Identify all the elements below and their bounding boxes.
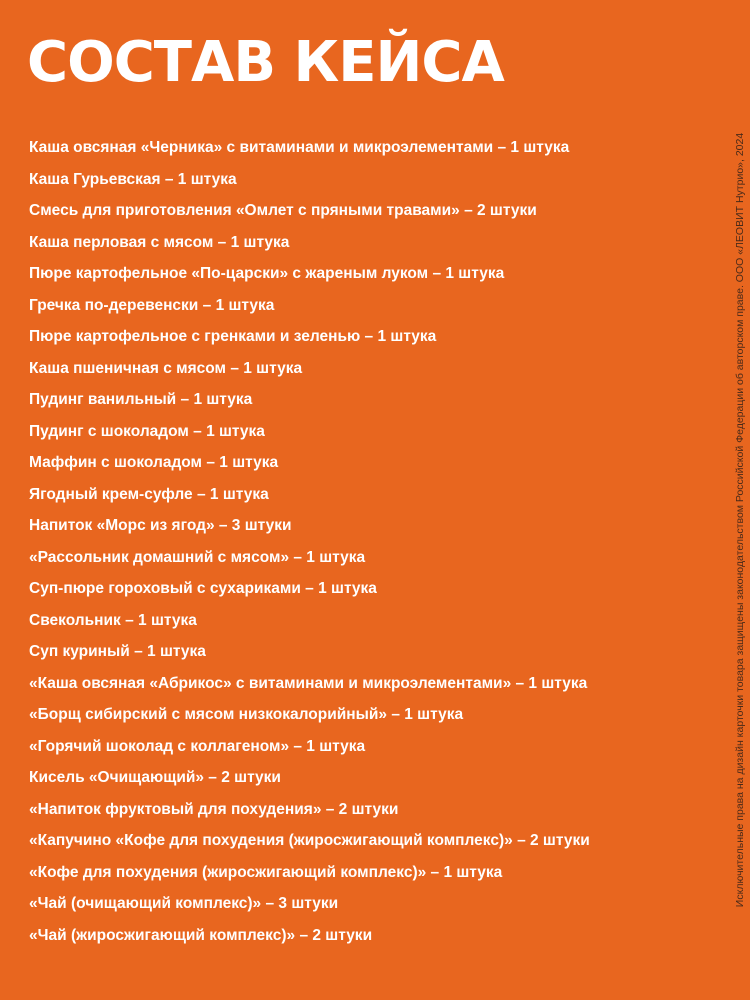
list-item: Пудинг ванильный – 1 штука (29, 391, 253, 408)
list-item: Напиток «Морс из ягод» – 3 штуки (29, 517, 292, 534)
list-item: Каша овсяная «Черника» с витаминами и микроэлементами – 1 штука (29, 139, 570, 156)
list-item: Каша пшеничная с мясом – 1 штука (29, 359, 303, 377)
case-contents-list (29, 132, 689, 951)
list-item: «Кофе для похудения (жиросжигающий комплекс)» – 1 штука (29, 863, 503, 881)
list-item: «Каша овсяная «Абрикос» с витаминами и микроэлементами» – 1 штука (29, 674, 588, 692)
list-item: Пюре картофельное «По-царски» с жареным луком – 1 штука (29, 265, 505, 282)
list-item: «Горячий шоколад с коллагеном» – 1 штука (29, 737, 366, 755)
list-item: Кисель «Очищающий» – 2 штуки (29, 769, 281, 786)
list-item: Каша перловая с мясом – 1 штука (29, 233, 290, 251)
list-item: Смесь для приготовления «Омлет с пряными травами» – 2 штуки (29, 202, 537, 219)
list-item: «Борщ сибирский с мясом низкокалорийный» – 1 штука (29, 706, 464, 723)
list-item: Ягодный крем-суфле – 1 штука (29, 485, 269, 503)
copyright-notice: Исключительные права на дизайн карточки товара защищены законодательством Российской Федерации об авторском праве. ООО «ЛЕОВИТ Нутрио», 2024 (734, 132, 746, 908)
list-item: Свекольник – 1 штука (29, 611, 197, 629)
list-item: «Напиток фруктовый для похудения» – 2 штуки (29, 800, 399, 818)
list-item: Гречка по-деревенски – 1 штука (29, 296, 275, 314)
list-item: Пудинг с шоколадом – 1 штука (29, 422, 265, 440)
list-item: Маффин с шоколадом – 1 штука (29, 454, 279, 471)
list-item: «Капучино «Кофе для похудения (жиросжигающий комплекс)» – 2 штуки (29, 832, 590, 849)
list-item: Каша Гурьевская – 1 штука (29, 170, 237, 188)
list-item: Суп-пюре гороховый с сухариками – 1 штука (29, 580, 377, 597)
list-item: «Рассольник домашний с мясом» – 1 штука (29, 548, 366, 566)
page-title: СОСТАВ КЕЙСА (27, 30, 504, 95)
list-item: «Чай (жиросжигающий комплекс)» – 2 штуки (29, 926, 373, 944)
list-item: «Чай (очищающий комплекс)» – 3 штуки (29, 895, 339, 912)
list-item: Суп куриный – 1 штука (29, 643, 206, 660)
list-item: Пюре картофельное с гренками и зеленью – 1 штука (29, 328, 437, 345)
